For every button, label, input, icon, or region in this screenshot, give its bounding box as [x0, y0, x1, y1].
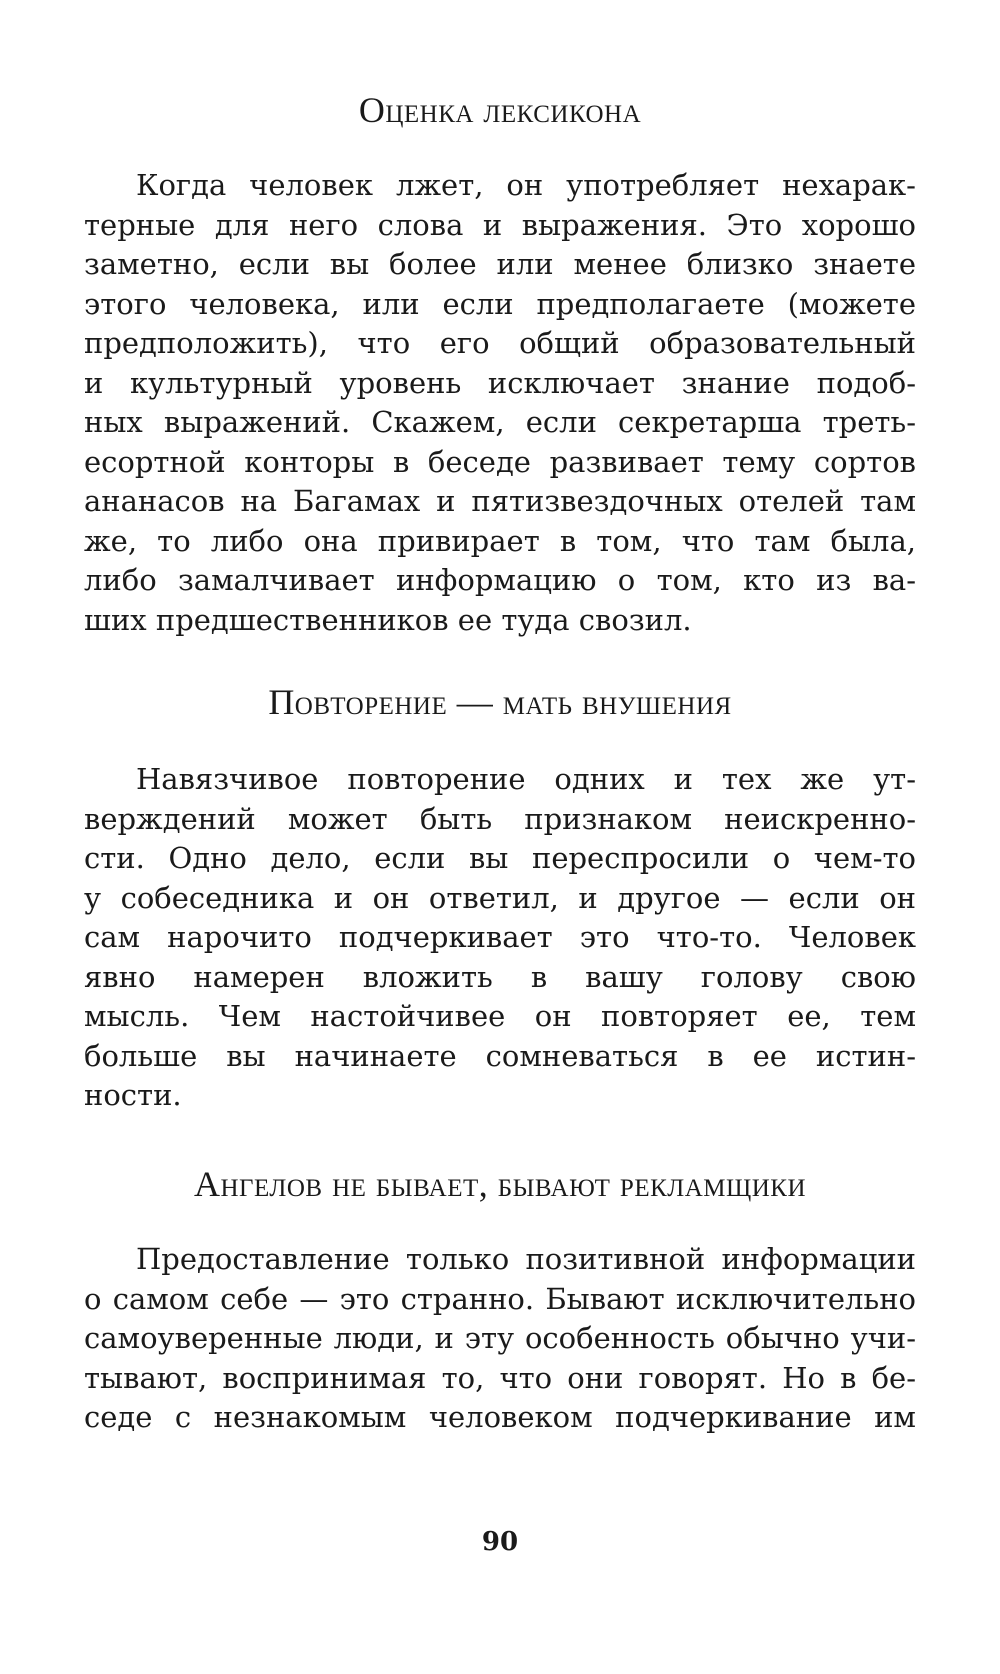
- text-line: больше вы начинаете сомневаться в ее истин-: [84, 1038, 916, 1073]
- text-line: же, то либо она привирает в том, что там была,: [84, 523, 916, 558]
- text-line: сти. Одно дело, если вы переспросили о чем-то: [84, 841, 916, 875]
- text-line: предположить), что его общий образовательный: [84, 326, 916, 360]
- text-line: седе с незнакомым человеком подчеркивание им: [84, 1400, 916, 1434]
- section-heading-angels: Ангелов не бывает, бывают рекламщики: [193, 1164, 807, 1204]
- text-line: верждений может быть признаком неискренно-: [84, 801, 916, 836]
- text-line: сам нарочито подчеркивает это что-то. Человек: [84, 920, 916, 954]
- text-line: о самом себе — это странно. Бывают исключительно: [84, 1281, 916, 1316]
- page-number: 90: [481, 1527, 519, 1557]
- section-heading-repetition: Повторение — мать внушения: [268, 682, 732, 722]
- paragraph-angels: [84, 1240, 916, 1438]
- text-line: ных выражений. Скажем, если секретарша треть-: [84, 405, 916, 439]
- text-line: есортной конторы в беседе развивает тему сортов: [84, 444, 916, 479]
- paragraph-lexicon: [84, 166, 916, 640]
- text-line: мысль. Чем настойчивее он повторяет ее, тем: [84, 999, 916, 1033]
- text-line: у собеседника и он ответил, и другое — если он: [84, 880, 916, 915]
- text-line: терные для него слова и выражения. Это хорошо: [84, 207, 916, 242]
- text-line: Навязчивое повторение одних и тех же ут-: [136, 762, 916, 796]
- paragraph-repetition: [84, 760, 916, 1116]
- text-line: заметно, если вы более или менее близко знаете: [84, 247, 916, 281]
- text-line: либо замалчивает информацию о том, кто из ва-: [84, 563, 916, 597]
- text-line: явно намерен вложить в вашу голову свою: [84, 959, 916, 994]
- text-line: и культурный уровень исключает знание подоб-: [84, 365, 916, 400]
- text-line: Когда человек лжет, он употребляет нехарак-: [136, 168, 916, 202]
- text-line: Предоставление только позитивной информации: [136, 1242, 916, 1276]
- section-heading-lexicon: Оценка лексикона: [358, 90, 642, 130]
- text-line: ших предшественников ее туда свозил.: [84, 602, 692, 637]
- text-line: тывают, воспринимая то, что они говорят. Но в бе-: [84, 1360, 916, 1395]
- text-line: самоуверенные люди, и эту особенность обычно учи-: [84, 1321, 916, 1355]
- text-line: этого человека, или если предполагаете (можете: [84, 286, 916, 321]
- text-line: ности.: [84, 1078, 182, 1112]
- text-line: ананасов на Багамах и пятизвездочных отелей там: [84, 484, 916, 518]
